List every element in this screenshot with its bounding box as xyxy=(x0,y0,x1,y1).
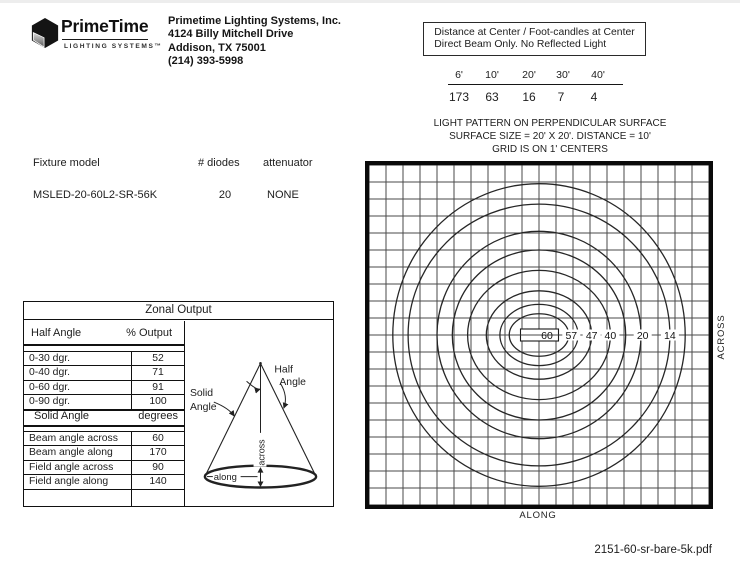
zonal-header-row xyxy=(24,321,184,346)
solid-angle-header: Solid Angle xyxy=(34,409,90,422)
row-label: 0-60 dgr. xyxy=(24,381,132,394)
cone-half-angle-label-line1: Half xyxy=(274,364,293,376)
table-row xyxy=(24,381,184,395)
pdf-filename: 2151-60-sr-bare-5k.pdf xyxy=(594,544,712,556)
row-label: Beam angle across xyxy=(24,432,132,445)
pattern-title-line3: GRID IS ON 1' CENTERS xyxy=(492,143,608,155)
row-value: 100 xyxy=(149,396,167,408)
svg-text:57: 57 xyxy=(565,329,578,342)
table-row xyxy=(24,352,184,366)
light-pattern-chart xyxy=(365,161,713,509)
brand-wordmark: PrimeTime xyxy=(61,16,149,36)
cone-solid-angle-label-line2: Angle xyxy=(189,402,217,414)
fixture-model-value: MSLED-20-60L2-SR-56K xyxy=(33,189,158,201)
svg-text:47: 47 xyxy=(585,329,598,342)
table-row xyxy=(24,432,184,446)
half-angle-rows xyxy=(24,351,184,411)
row-label: Field angle along xyxy=(24,475,132,488)
along-axis-label: ALONG xyxy=(519,510,557,521)
zonal-table xyxy=(24,321,184,506)
pattern-title-line1: LIGHT PATTERN ON PERPENDICULAR SURFACE xyxy=(433,118,667,129)
footcandle-value-cell: 173 xyxy=(448,90,470,104)
across-axis-label: ACROSS xyxy=(716,314,727,360)
footcandle-value-cell: 16 xyxy=(522,90,536,104)
attenuator-header: attenuator xyxy=(263,157,313,169)
zonal-output-title: Zonal Output xyxy=(24,302,333,320)
svg-text:60: 60 xyxy=(541,329,553,342)
degrees-header: degrees xyxy=(138,409,178,422)
across-arrow-down xyxy=(258,482,264,487)
cone-apex-dot xyxy=(259,362,262,365)
distance-header-cell: 6' xyxy=(455,69,463,81)
distance-header-cell: 20' xyxy=(522,69,536,81)
cone-solid-angle-label-line1: Solid xyxy=(189,388,214,400)
company-info-block xyxy=(168,15,341,69)
svg-text:20: 20 xyxy=(636,329,649,342)
brand-rule xyxy=(62,39,148,40)
cone-half-angle-label-line2: Angle xyxy=(279,377,306,389)
row-value: 52 xyxy=(152,353,164,364)
row-value: 170 xyxy=(149,447,167,459)
isophote-grid xyxy=(365,161,713,509)
cone-diagram-pane xyxy=(184,321,333,506)
svg-text:40: 40 xyxy=(604,329,617,342)
row-label: 0-40 dgr. xyxy=(24,366,132,379)
distance-header-cell: 30' xyxy=(556,69,570,81)
footcandle-value-cell: 7 xyxy=(557,90,565,104)
footcandle-value-cell: 63 xyxy=(485,90,499,104)
distance-box-line1: Distance at Center / Foot-candles at Center xyxy=(434,26,635,38)
beam-cone-diagram xyxy=(185,321,333,506)
across-arrow-up xyxy=(258,467,264,472)
row-value: 71 xyxy=(152,367,164,379)
row-value: 91 xyxy=(152,381,164,393)
row-value: 140 xyxy=(149,476,167,488)
percent-output-header: % Output xyxy=(126,326,172,339)
distance-box-line2: Direct Beam Only. No Reflected Light xyxy=(434,39,607,50)
company-name: Primetime Lighting Systems, Inc. xyxy=(168,15,341,27)
company-address1: 4124 Billy Mitchell Drive xyxy=(168,28,294,41)
column-divider xyxy=(24,486,132,506)
distance-table-rule xyxy=(448,84,623,85)
table-row xyxy=(24,461,184,475)
cone-across-label: across xyxy=(256,439,267,466)
row-label: Beam angle along xyxy=(24,446,132,459)
attenuator-value: NONE xyxy=(267,189,299,201)
row-label: 0-30 dgr. xyxy=(24,352,132,365)
solid-angle-header-row xyxy=(24,406,184,427)
zonal-output-panel xyxy=(23,301,334,507)
row-value: 60 xyxy=(152,433,164,444)
distance-header-cell: 40' xyxy=(591,69,605,81)
cone-along-label: along xyxy=(213,471,237,483)
footcandle-value-cell: 4 xyxy=(590,90,598,104)
distance-footcandle-box xyxy=(423,22,646,56)
row-label: 0-90 dgr. xyxy=(24,395,132,408)
solid-angle-rows xyxy=(24,431,184,490)
table-tail xyxy=(24,486,132,506)
brand-tagline: LIGHTING SYSTEMS™ xyxy=(64,43,163,50)
page-top-edge xyxy=(0,0,740,3)
light-pattern-title xyxy=(389,118,711,156)
svg-text:14: 14 xyxy=(664,329,676,342)
fixture-model-header: Fixture model xyxy=(33,157,100,169)
primetime-logo-icon xyxy=(30,17,60,49)
table-row xyxy=(24,446,184,460)
half-angle-header: Half Angle xyxy=(31,326,82,339)
distance-header-cell: 10' xyxy=(485,69,499,81)
company-phone: (214) 393-5998 xyxy=(168,55,244,68)
diodes-header: # diodes xyxy=(198,157,240,169)
row-label: Field angle across xyxy=(24,461,132,474)
company-address2: Addison, TX 75001 xyxy=(168,41,266,54)
table-row xyxy=(24,366,184,380)
diodes-value: 20 xyxy=(218,189,232,201)
pattern-title-line2: SURFACE SIZE = 20' X 20'. DISTANCE = 10' xyxy=(449,130,651,142)
row-value: 90 xyxy=(152,461,164,473)
